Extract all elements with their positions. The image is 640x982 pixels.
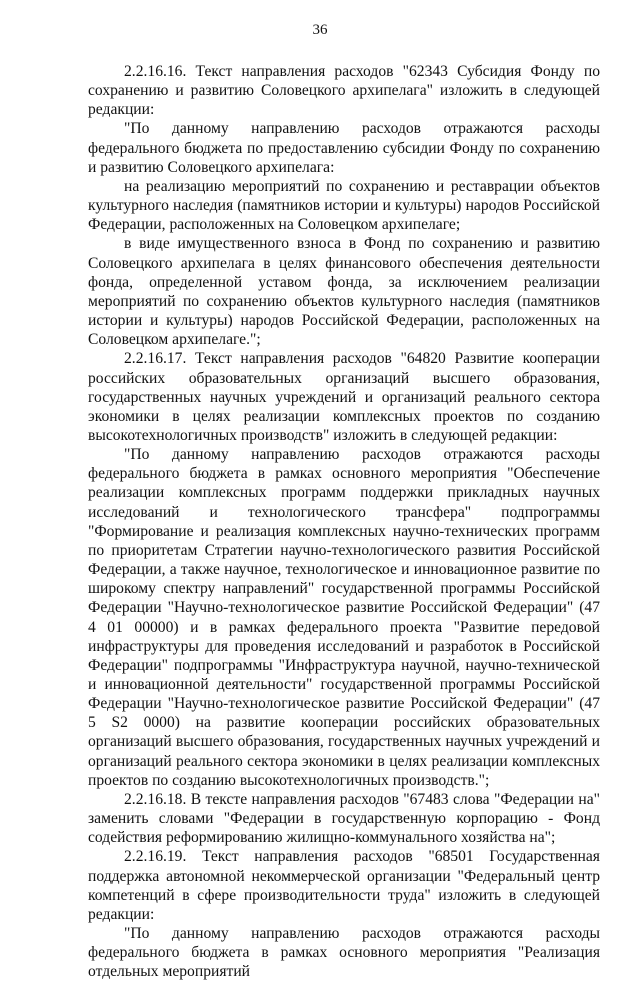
paragraph-quote-productivity: "По данному направлению расходов отражаются расходы федерального бюджета в рамках основного мероприятия "Реализация отдельных мероприятий (88, 925, 600, 981)
paragraph-quote-cooperation: "По данному направлению расходов отражаются расходы федерального бюджета в рамках основного мероприятия "Обеспечение реализации комплексных программ поддержки прикладных научных исследований и технологического трансфера" подпрограммы "Формирование и реализация комплексных научно-технических программ по приоритетам Стратегии научно-технологического развития Российской Федерации, а также научное, технологическое и инновационное развитие по широкому спектру направлений" государственной программы Российской Федерации "Научно-технологическое развитие Российской Федерации" (47 4 01 00000) и в рамках федерального проекта "Развитие передовой инфраструктуры для проведения исследований и разработок в Российской Федерации" подпрограммы "Инфраструктура научной, научно-технической и инновационной деятельности" государственной программы Российской Федерации "Научно-технологическое развитие Российской Федерации" (47 5 S2 0000) на развитие кооперации российских образовательных организаций высшего образования, государственных научных учреждений и организаций реального сектора экономики в целях реализации комплексных проектов по созданию высокотехнологичных производств."; (88, 446, 600, 789)
document-body (88, 62, 600, 982)
paragraph-2-2-16-18: 2.2.16.18. В тексте направления расходов "67483 слова "Федерации на" заменить словами "Федерации в государственную корпорацию - Фонд содействия реформированию жилищно-коммунального хозяйства на"; (88, 790, 600, 847)
page-number: 36 (312, 22, 328, 38)
paragraph-2-2-16-19: 2.2.16.19. Текст направления расходов "68501 Государственная поддержка автономной некоммерческой организации "Федеральный центр компетенций в сфере производительности труда" изложить в следующей редакции: (88, 848, 600, 923)
paragraph-item-property-contribution: в виде имущественного взноса в Фонд по сохранению и развитию Соловецкого архипелага в целях финансового обеспечения деятельности фонда, определенной уставом фонда, за исключением реализации мероприятий по сохранению объектов культурного наследия (памятников истории и культуры) народов Российской Федерации, расположенных на Соловецком архипелаге."; (88, 235, 600, 349)
paragraph-item-restoration: на реализацию мероприятий по сохранению и реставрации объектов культурного наследия (памятников истории и культуры) народов Российской Федерации, расположенных на Соловецком архипелаге; (88, 177, 600, 234)
paragraph-quote-intro: "По данному направлению расходов отражаются расходы федерального бюджета по предоставлению субсидии Фонду по сохранению и развитию Соловецкого архипелага: (88, 120, 600, 176)
paragraph-2-2-16-16: 2.2.16.16. Текст направления расходов "62343 Субсидия Фонду по сохранению и развитию Соловецкого архипелага" изложить в следующей редакции: (88, 63, 600, 119)
paragraph-2-2-16-17: 2.2.16.17. Текст направления расходов "64820 Развитие кооперации российских образовательных организаций высшего образования, государственных научных учреждений и организаций реального сектора экономики в целях реализации комплексных проектов по созданию высокотехнологичных производств" изложить в следующей редакции: (88, 350, 600, 444)
